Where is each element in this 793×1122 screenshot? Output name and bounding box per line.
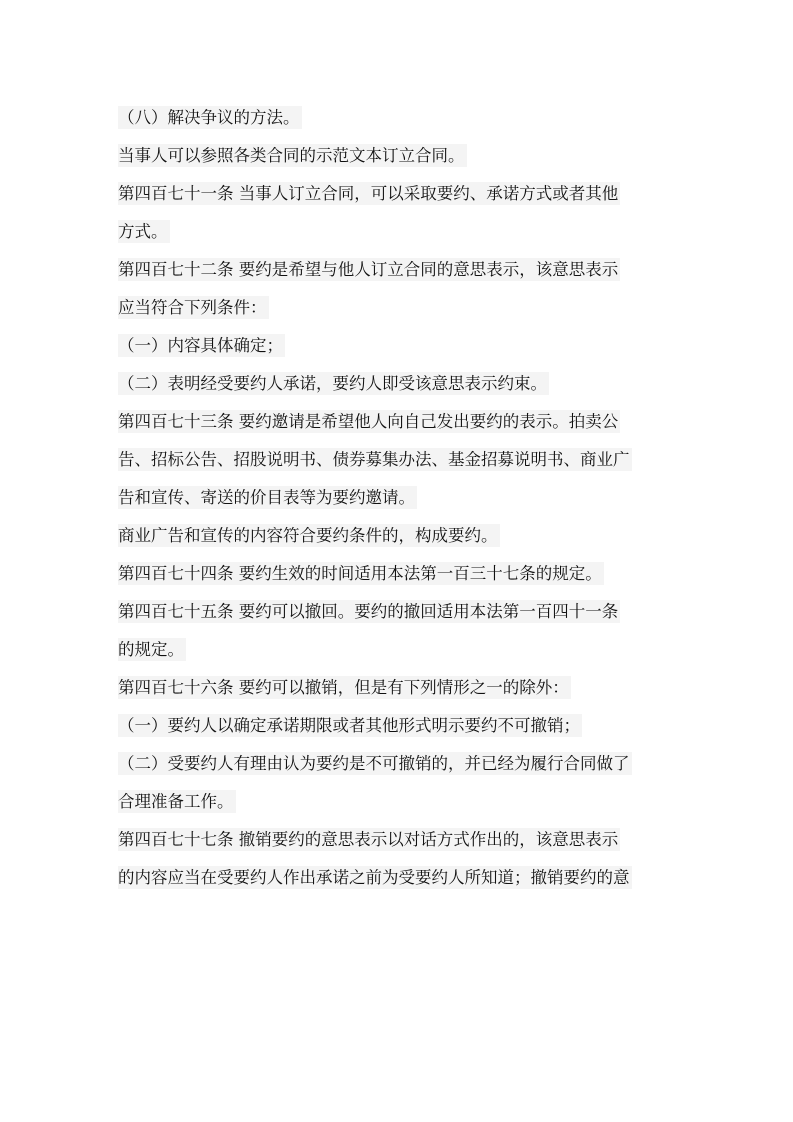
text-line-content: 的内容应当在受要约人作出承诺之前为受要约人所知道；撤销要约的意 bbox=[118, 868, 630, 887]
document-body bbox=[118, 99, 683, 897]
text-line bbox=[118, 707, 683, 745]
text-line bbox=[118, 821, 683, 859]
text-line-content: （二）表明经受要约人承诺，要约人即受该意思表示约束。 bbox=[118, 374, 547, 393]
text-line-content: 第四百七十三条 要约邀请是希望他人向自己发出要约的表示。拍卖公 bbox=[118, 412, 619, 431]
text-line bbox=[118, 137, 683, 175]
text-line-content: 第四百七十七条 撤销要约的意思表示以对话方式作出的，该意思表示 bbox=[118, 830, 619, 849]
text-line bbox=[118, 479, 683, 517]
text-line bbox=[118, 669, 683, 707]
text-line-content: 第四百七十五条 要约可以撤回。要约的撤回适用本法第一百四十一条 bbox=[118, 602, 619, 621]
text-line-content: 合理准备工作。 bbox=[118, 792, 234, 811]
text-line bbox=[118, 555, 683, 593]
text-line bbox=[118, 859, 683, 897]
text-line-content: 方式。 bbox=[118, 222, 168, 241]
text-line-content: 第四百七十一条 当事人订立合同，可以采取要约、承诺方式或者其他 bbox=[118, 184, 619, 203]
text-line-content: 第四百七十四条 要约生效的时间适用本法第一百三十七条的规定。 bbox=[118, 564, 602, 583]
text-line bbox=[118, 631, 683, 669]
text-line-content: 第四百七十二条 要约是希望与他人订立合同的意思表示，该意思表示 bbox=[118, 260, 619, 279]
text-line-content: 的规定。 bbox=[118, 640, 184, 659]
text-line-content: 商业广告和宣传的内容符合要约条件的，构成要约。 bbox=[118, 526, 498, 545]
text-line bbox=[118, 327, 683, 365]
text-line bbox=[118, 251, 683, 289]
text-line bbox=[118, 593, 683, 631]
text-line-content: 应当符合下列条件： bbox=[118, 298, 267, 317]
text-line bbox=[118, 441, 683, 479]
text-line bbox=[118, 175, 683, 213]
text-line-content: 告和宣传、寄送的价目表等为要约邀请。 bbox=[118, 488, 415, 507]
text-line-content: 第四百七十六条 要约可以撤销，但是有下列情形之一的除外： bbox=[118, 678, 569, 697]
text-line bbox=[118, 783, 683, 821]
text-line-content: （一）内容具体确定； bbox=[118, 336, 283, 355]
text-line bbox=[118, 365, 683, 403]
text-line bbox=[118, 517, 683, 555]
text-line-content: （八）解决争议的方法。 bbox=[118, 108, 300, 127]
text-line-content: 当事人可以参照各类合同的示范文本订立合同。 bbox=[118, 146, 465, 165]
text-line bbox=[118, 289, 683, 327]
text-line bbox=[118, 403, 683, 441]
text-line-content: （二）受要约人有理由认为要约是不可撤销的，并已经为履行合同做了 bbox=[118, 754, 630, 773]
text-line-content: 告、招标公告、招股说明书、债券募集办法、基金招募说明书、商业广 bbox=[118, 450, 630, 469]
text-line-content: （一）要约人以确定承诺期限或者其他形式明示要约不可撤销； bbox=[118, 716, 580, 735]
text-line bbox=[118, 213, 683, 251]
text-line bbox=[118, 745, 683, 783]
text-line bbox=[118, 99, 683, 137]
